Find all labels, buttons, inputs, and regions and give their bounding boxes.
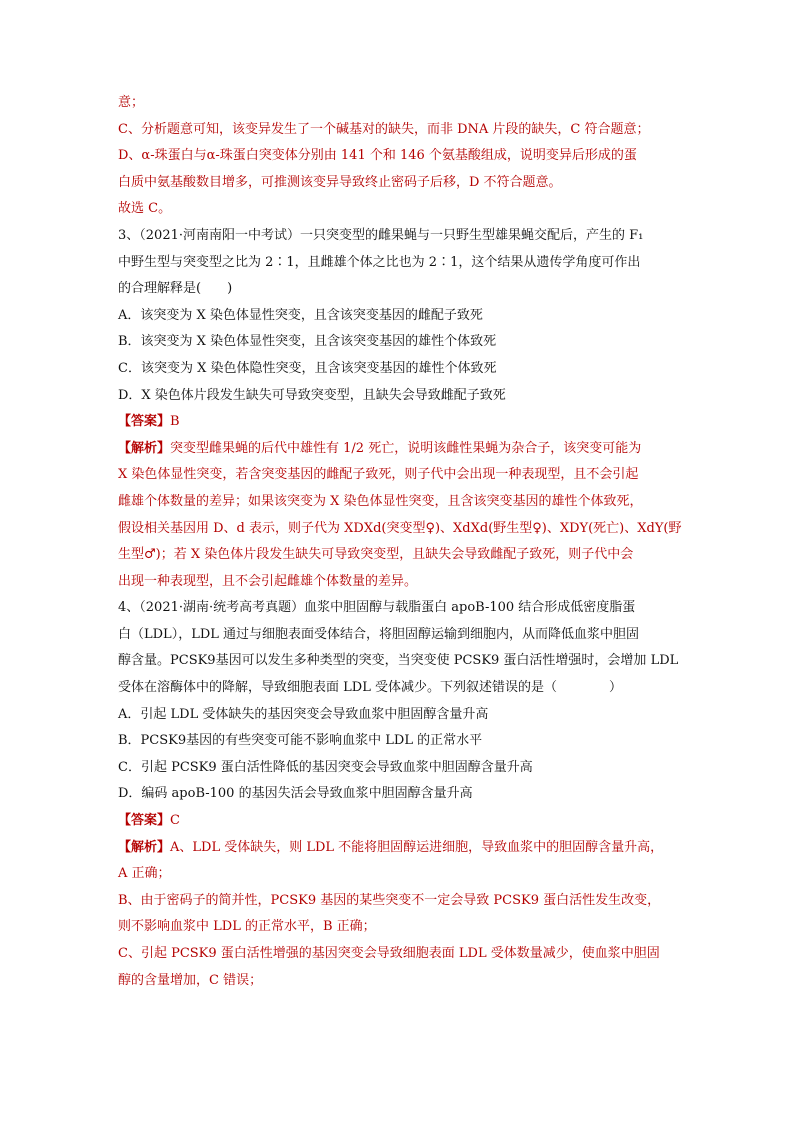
line-text: A、LDL 受体缺失，则 LDL 不能将胆固醇运进细胞，导致血浆中的胆固醇含量升高，	[170, 839, 664, 855]
text-line	[118, 516, 682, 543]
line-text: 突变型雌果蝇的后代中雄性有 1/2 死亡，说明该雌性果蝇为杂合子，该突变可能为	[170, 440, 642, 456]
text-line	[118, 383, 678, 410]
text-line	[118, 462, 678, 489]
text-line	[118, 489, 678, 516]
line-text: 中野生型与突变型之比为 2∶1，且雌雄个体之比也为 2∶1，这个结果从遗传学角度可作出	[118, 254, 641, 270]
line-text: C	[170, 813, 180, 829]
line-text: D．X 染色体片段发生缺失可导致突变型，且缺失会导致雌配子致死	[118, 387, 506, 403]
line-text: 3、（2021·河南南阳一中考试）一只突变型的雌果蝇与一只野生型雄果蝇交配后，产生的 F₁	[118, 227, 644, 243]
line-text: 假设相关基因用 D、d 表示，则子代为 XDXd(突变型♀)、XdXd(野生型♀)、XDY(死亡)、XdY(野	[118, 520, 682, 536]
text-line	[118, 914, 678, 941]
text-line	[118, 569, 678, 596]
line-text: D．编码 apoB-100 的基因失活会导致血浆中胆固醇含量升高	[118, 786, 473, 802]
text-line	[118, 835, 678, 862]
line-text: 受体在溶酶体中的降解，导致细胞表面 LDL 受体减少。下列叙述错误的是（ ）	[118, 680, 622, 696]
line-text: 出现一种表现型，且不会引起雌雄个体数量的差异。	[118, 573, 418, 589]
text-line	[118, 276, 678, 303]
line-text: 故选 C。	[118, 201, 172, 217]
document-page	[118, 90, 682, 994]
text-line	[118, 888, 678, 915]
section-tag: 【答案】	[118, 813, 171, 829]
section-tag: 【解析】	[118, 839, 171, 855]
text-line	[118, 648, 678, 675]
line-text: 醇的含量增加，C 错误；	[118, 972, 263, 988]
line-text: 的合理解释是( )	[118, 281, 233, 297]
text-line	[118, 968, 678, 995]
text-line	[118, 356, 678, 383]
text-line	[118, 436, 678, 463]
line-text: C、分析题意可知，该变异发生了一个碱基对的缺失，而非 DNA 片段的缺失，C 符合题意；	[118, 121, 650, 137]
text-line	[118, 250, 678, 277]
text-line	[118, 728, 678, 755]
text-line	[118, 542, 678, 569]
line-text: 雌雄个体数量的差异；如果该突变为 X 染色体显性突变，且含该突变基因的雄性个体致死，	[118, 493, 643, 509]
line-text: A．该突变为 X 染色体显性突变，且含该突变基因的雌配子致死	[118, 307, 483, 323]
text-line	[118, 170, 678, 197]
line-text: C．引起 PCSK9 蛋白活性降低的基因突变会导致血浆中胆固醇含量升高	[118, 759, 533, 775]
line-text: 白质中氨基酸数目增多，可推测该变异导致终止密码子后移，D 不符合题意。	[118, 174, 562, 190]
text-line	[118, 90, 678, 117]
line-text: 4、（2021·湖南·统考高考真题）血浆中胆固醇与载脂蛋白 apoB-100 结合形成低密度脂蛋	[118, 600, 636, 616]
text-line	[118, 755, 678, 782]
text-line	[118, 409, 678, 436]
line-text: 生型♂)；若 X 染色体片段发生缺失可导致突变型，且缺失会导致雌配子致死，则子代中会	[118, 547, 634, 563]
text-line	[118, 675, 678, 702]
line-text: B．PCSK9基因的有些突变可能不影响血浆中 LDL 的正常水平	[118, 733, 483, 749]
line-text: 则不影响血浆中 LDL 的正常水平，B 正确；	[118, 919, 376, 935]
text-line	[118, 595, 678, 622]
line-text: B	[170, 414, 180, 430]
line-text: C、引起 PCSK9 蛋白活性增强的基因突变会导致细胞表面 LDL 受体数量减少，使血浆中胆固	[118, 946, 660, 961]
text-line	[118, 329, 678, 356]
line-text: C．该突变为 X 染色体隐性突变，且含该突变基因的雄性个体致死	[118, 360, 497, 376]
text-line	[118, 808, 678, 835]
line-text: B．该突变为 X 染色体显性突变，且含该突变基因的雄性个体致死	[118, 334, 497, 350]
section-tag: 【答案】	[118, 414, 171, 430]
line-text: 白（LDL），LDL 通过与细胞表面受体结合，将胆固醇运输到细胞内，从而降低血浆中胆固	[118, 626, 640, 642]
line-text: A．引起 LDL 受体缺失的基因突变会导致血浆中胆固醇含量升高	[118, 706, 489, 722]
line-text: 醇含量。PCSK9基因可以发生多种类型的突变，当突变使 PCSK9 蛋白活性增强时，会增加 LDL	[118, 653, 679, 669]
text-line	[118, 941, 678, 968]
text-line	[118, 117, 678, 144]
text-line	[118, 143, 678, 170]
line-text: B、由于密码子的简并性，PCSK9 基因的某些突变不一定会导致 PCSK9 蛋白活性发生改变，	[118, 892, 661, 908]
text-line	[118, 781, 678, 808]
line-text: D、α-珠蛋白与α-珠蛋白突变体分别由 141 个和 146 个氨基酸组成，说明变异后形成的蛋	[118, 148, 637, 164]
text-line	[118, 702, 678, 729]
text-line	[118, 303, 678, 330]
line-text: A 正确；	[118, 866, 171, 882]
line-text: X 染色体显性突变，若含突变基因的雌配子致死，则子代中会出现一种表现型，且不会引起	[118, 467, 639, 483]
section-tag: 【解析】	[118, 440, 171, 456]
line-text: 意；	[118, 95, 145, 110]
text-line	[118, 861, 678, 888]
text-line	[118, 223, 678, 250]
text-line	[118, 622, 678, 649]
text-line	[118, 196, 678, 223]
